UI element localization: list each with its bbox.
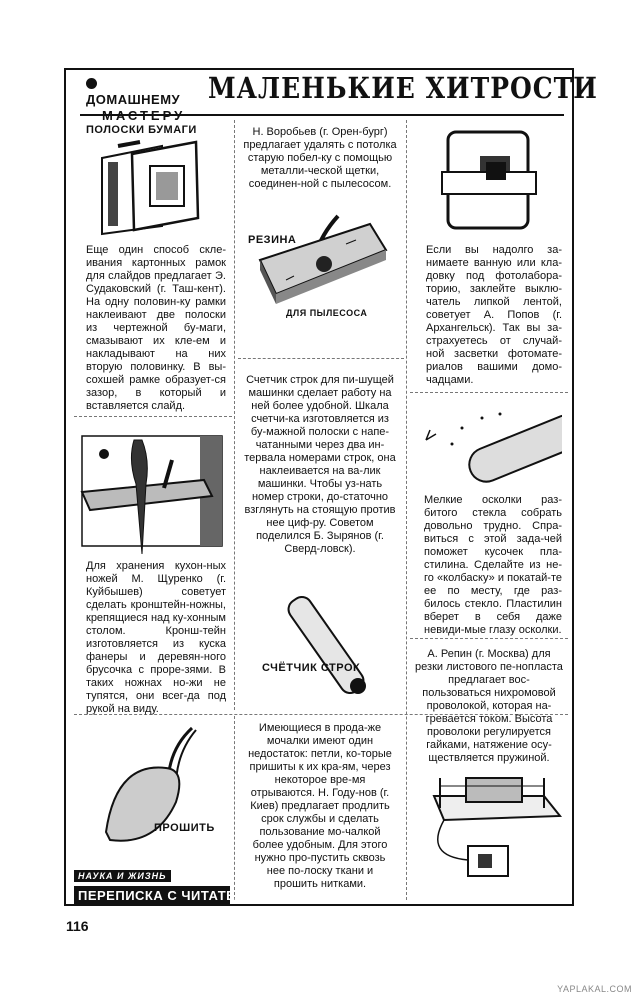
brush-vacuum-illustration (246, 210, 396, 310)
article-knives-text: Для хранения кухон-ных ножей М. Щуренко (г. Куйбышев) советует сделать кронштейн-ножны, крепящиеся над ку-хонным столом. Кронш-тейн изготовляется из куска фанеры и деревян-ного брусочка с проре-зями. В таких ножнах но-жи не тупятся, они всег-да под рукой на виду. (86, 560, 226, 715)
page-number: 116 (66, 918, 89, 934)
badge-magazine-name: НАУКА И ЖИЗНЬ (74, 870, 171, 882)
knife-rack-illustration (80, 430, 230, 560)
rubric (86, 76, 196, 124)
foam-cutter-illustration (414, 756, 564, 886)
column-divider (234, 716, 235, 900)
label-rubber: РЕЗИНА (248, 234, 297, 246)
column-divider (406, 120, 407, 900)
plasticine-roll-illustration (422, 404, 562, 484)
row-divider (74, 416, 232, 417)
badge-section-name: ПЕРЕПИСКА С ЧИТАТЕЛЯМИ (74, 886, 230, 905)
row-divider (410, 392, 568, 393)
label-stitch: ПРОШИТЬ (154, 822, 215, 834)
label-paper-strips: ПОЛОСКИ БУМАГИ (86, 124, 197, 136)
article-ceiling-text: Н. Воробьев (г. Орен-бург) предлагает удалять с потолка старую побел-ку с помощью металли-ческой щетки, соединен-ной с пылесосом. (243, 126, 397, 190)
bullet-icon (86, 78, 97, 89)
label-for-vacuum: ДЛЯ ПЫЛЕСОСА (286, 308, 368, 318)
line-counter-illustration (276, 590, 376, 700)
row-divider (410, 638, 568, 639)
article-foam-text: А. Репин (г. Москва) для резки листового пе-нопласта предлагает вос-пользоваться нихромовой проволокой, которая на-гревается током. Высота проволоки регулируется гайками, натяжение осу-ществляется пружиной. (415, 648, 563, 764)
title-rule (80, 114, 564, 116)
rubric-line1: ДОМАШНЕМУ (86, 92, 181, 107)
label-line-counter: СЧЁТЧИК СТРОК (262, 662, 361, 674)
row-divider (238, 358, 404, 359)
light-switch-illustration (440, 126, 540, 236)
article-slides-text: Еще один способ скле-ивания картонных рамок для слайдов предлагает Э. Судаковский (г. Таш-кент). На одну половин-ку рамки наклеивают две полоски из чертежной бу-маги, смазывают их кле-ем и накладывают на них вторую половинку. В вы-сохшей рамке образует-ся зазор, в который и вставляется слайд. (86, 244, 226, 412)
article-counter-text: Счетчик строк для пи-шущей машинки сделает работу на ней более удобной. Шкала счетчи-ка изготовляется из бу-мажной полоски с напе-чатанными через два ин-тервала номерами строк, она наклеивается на ва-лик машинки. Чтобы уз-нать номер строки, до-статочно взглянуть на стоящую против нее циф-ру. Советом поделился Б. Зырянов (г. Сверд-ловск). (244, 374, 396, 555)
column-divider (234, 120, 235, 710)
rubric-badge (74, 866, 276, 905)
article-glass-text: Мелкие осколки раз-битого стекла собрать довольно трудно. Спра-виться с этой зада-чей поможет кусочек пла-стилина. Сделайте из не-го «колбаску» и покатай-те ее по месту, где раз-билось стекло. Пластилин вберет в себя даже невиди-мые глазу осколки. (424, 494, 562, 636)
page-title: МАЛЕНЬКИЕ ХИТРОСТИ (208, 71, 598, 106)
slide-frame-illustration (92, 138, 212, 238)
article-switch-text: Если вы надолго за-нимаете ванную или кла-довку под фотолабора-торию, заклейте выклю-чатель липкой лентой, советует А. Попов (г. Архангельск). Так вы за-страхуетесь от случай-ной засветки фотомате-риалов вашими домо-чадцами. (426, 244, 562, 386)
watermark: YAPLAKAL.COM (557, 984, 632, 994)
article-sponge-text: Имеющиеся в прода-же мочалки имеют один недостаток: петли, ко-торые пришиты к их кра-ям, через некоторое вре-мя отрываются. Н. Году-нов (г. Киев) предлагает продлить срок службы и сделать пользование мо-чалкой более удобным. Для этого нужно про-пустить сквозь нее по-лоску ткани и прошить нитками. (248, 722, 392, 890)
rubric-line2 (86, 108, 196, 124)
